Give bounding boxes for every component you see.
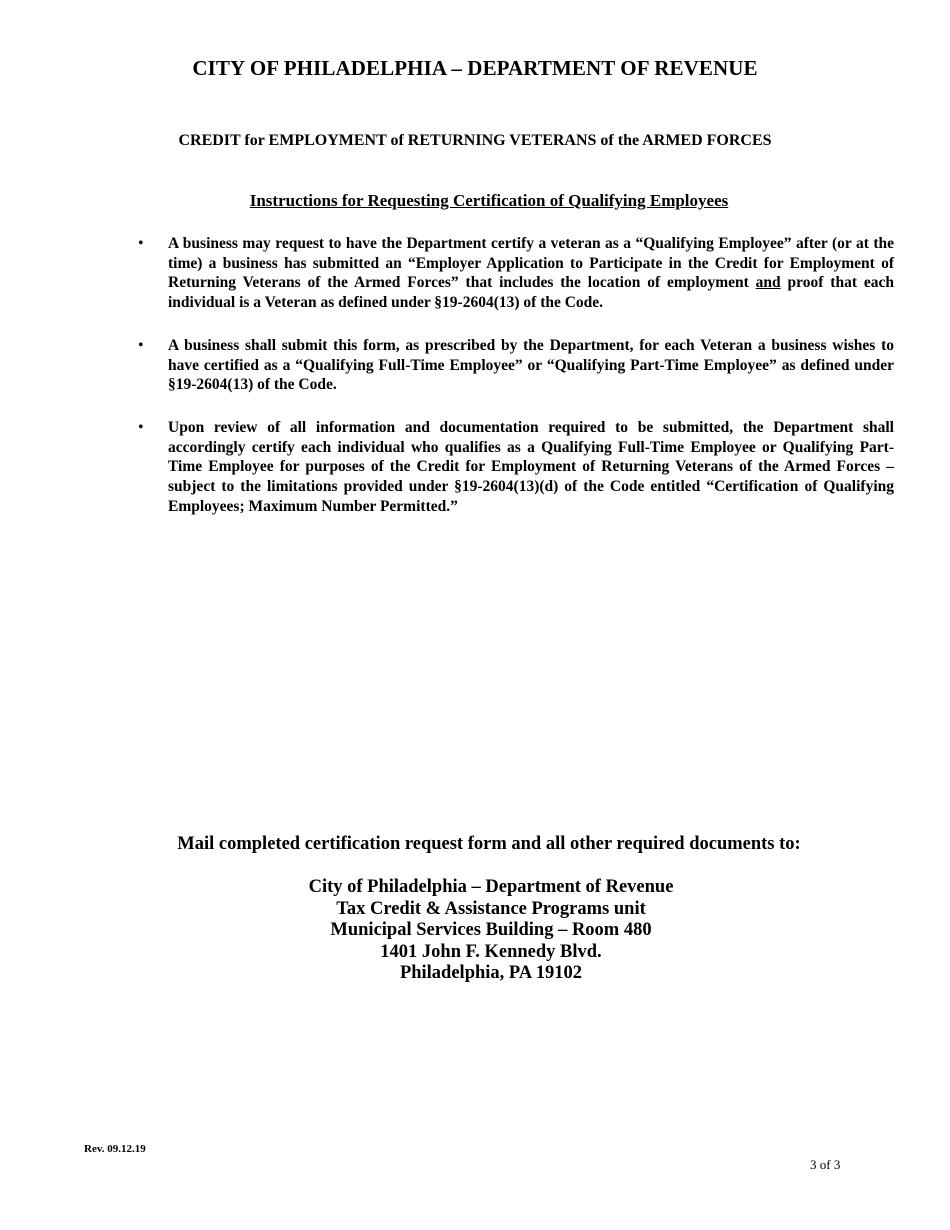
mailing-address [0, 877, 950, 985]
underlined-and: and [755, 274, 781, 292]
bullet-icon: • [138, 418, 144, 436]
address-line: Municipal Services Building – Room 480 [330, 920, 652, 940]
page-title: CITY OF PHILADELPHIA – DEPARTMENT OF REVENUE [192, 56, 758, 80]
instructions-heading: Instructions for Requesting Certification of Qualifying Employees [249, 191, 729, 210]
instructions-list [138, 234, 894, 539]
mailing-heading: Mail completed certification request form and all other required documents to: [177, 834, 801, 854]
revision-label: Rev. 09.12.19 [84, 1143, 146, 1155]
instruction-text: A business shall submit this form, as prescribed by the Department, for each Veteran a business wishes to have certified as a “Qualifying Full-Time Employee” or “Qualifying Part-Time Employee” as defined under §19-2604(13) of the Code. [168, 336, 894, 394]
instruction-item-submit [138, 336, 894, 395]
address-line: 1401 John F. Kennedy Blvd. [380, 941, 602, 962]
bullet-icon: • [138, 235, 144, 252]
address-line: Philadelphia, PA 19102 [399, 963, 583, 983]
address-line: Tax Credit & Assistance Programs unit [336, 898, 646, 919]
address-line: City of Philadelphia – Department of Revenue [308, 877, 674, 897]
instruction-text: proof that each individual is a Veteran as defined under §19-2604(13) of the Code. [168, 274, 894, 312]
instruction-item-request [138, 234, 894, 313]
bullet-icon: • [138, 336, 144, 354]
page-number: 3 of 3 [810, 1157, 841, 1172]
instruction-text: Upon review of all information and documentation required to be submitted, the Department shall accordingly certify each individual who qualifies as a Qualifying Full-Time Employee or Qualifying Part-Time Employee for purposes of the Credit for Employment of Returning Veterans of the Armed Forces – subject to the limitations provided under §19-2604(13)(d) of the Code entitled “Certification of Qualifying Employees; Maximum Number Permitted.” [168, 418, 894, 515]
form-subtitle: CREDIT for EMPLOYMENT of RETURNING VETERANS of the ARMED FORCES [178, 132, 772, 149]
instruction-text: A business may request to have the Department certify a veteran as a “Qualifying Employee” after (or at the time) a business has submitted an “Employer Application to Participate in the Credit for Employment of Returning Veterans of the Armed Forces” that includes the location of employment [168, 235, 894, 292]
instruction-item-review [138, 418, 894, 517]
